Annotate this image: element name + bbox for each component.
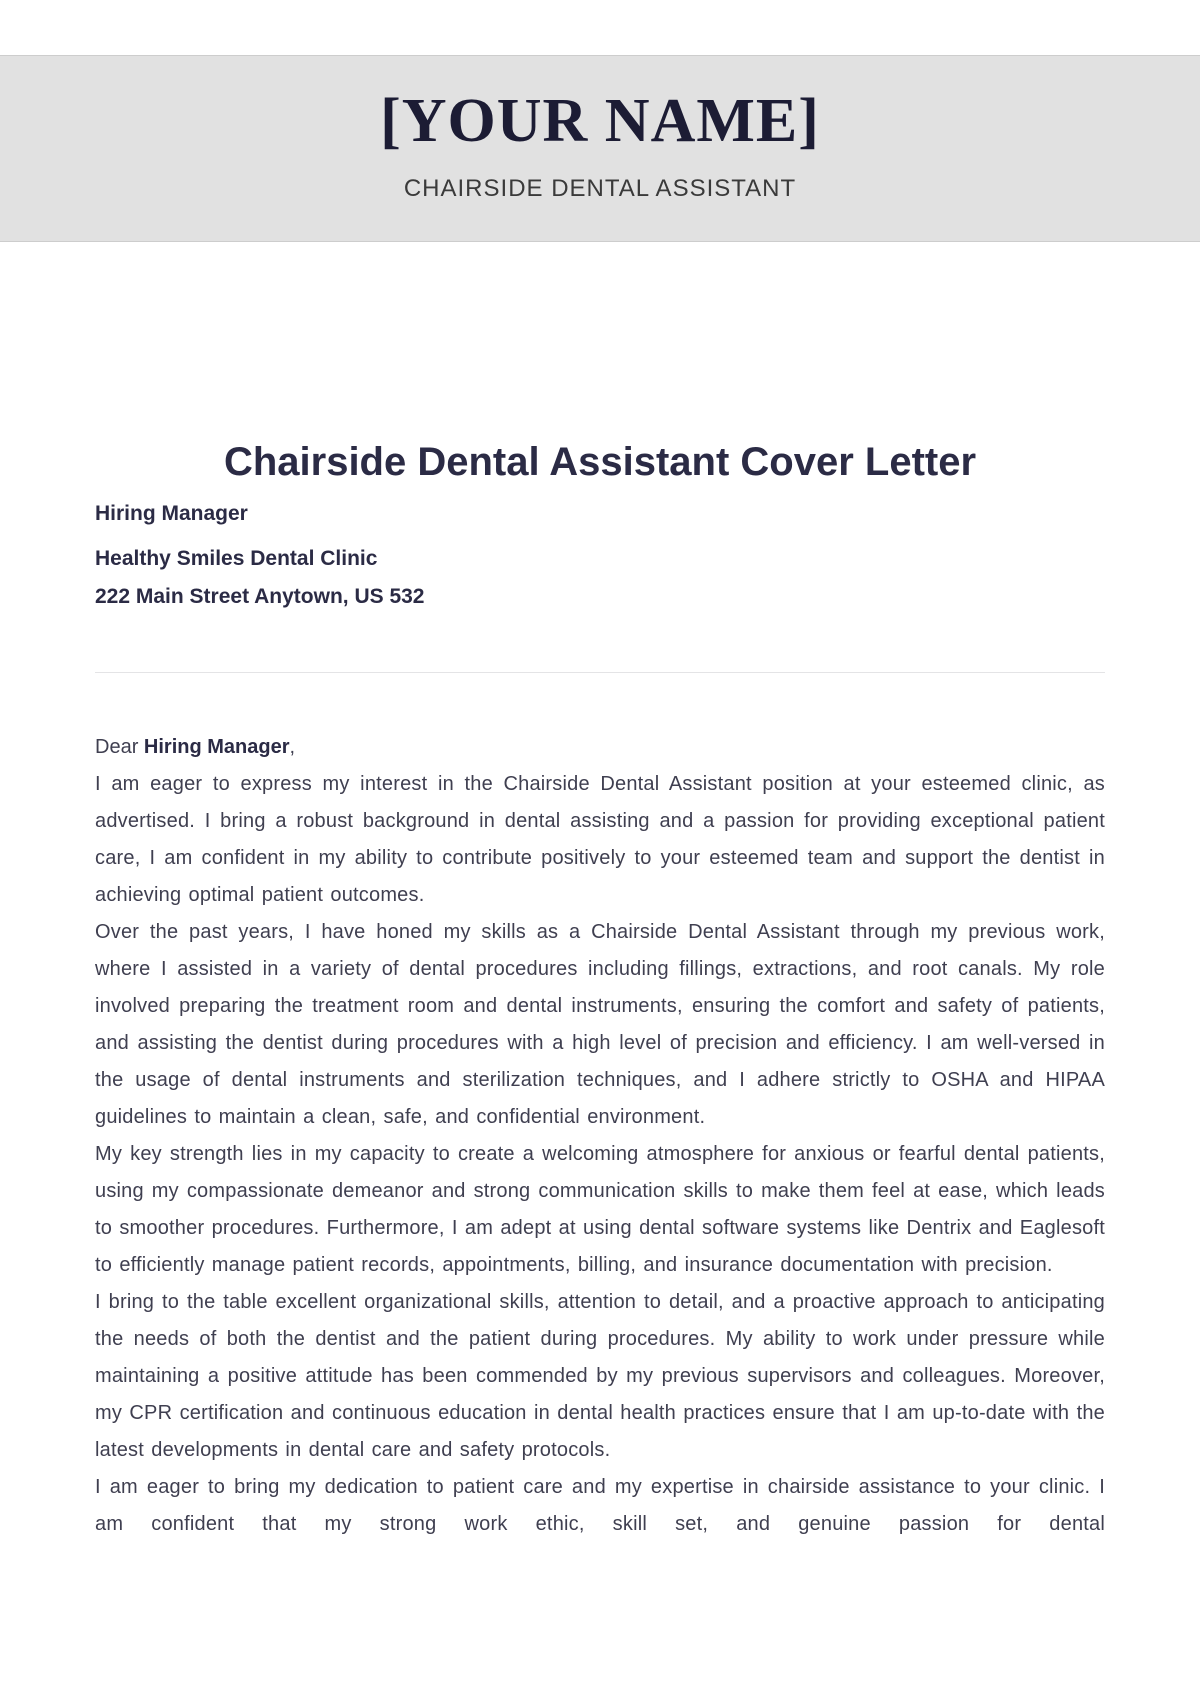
candidate-name: [YOUR NAME] — [380, 87, 820, 155]
company-address: 222 Main Street Anytown, US 532 — [95, 585, 425, 608]
salutation-line — [95, 729, 1105, 766]
recipient-address-block — [95, 540, 1105, 616]
salutation-suffix: , — [289, 736, 296, 758]
company-name: Healthy Smiles Dental Clinic — [95, 547, 378, 570]
letter-body — [95, 766, 1105, 1543]
candidate-job-title: CHAIRSIDE DENTAL ASSISTANT — [403, 175, 797, 202]
letter-paragraph: I bring to the table excellent organizational skills, attention to detail, and a proactive approach to anticipating the needs of both the dentist and the patient during procedures. My ability to work under pressure while maintaining a positive attitude has been commended by my previous supervisors and colleagues. Moreover, my CPR certification and continuous education in dental health practices ensure that I am up-to-date with the latest developments in dental care and safety protocols. — [95, 1291, 1105, 1461]
letter-paragraph: Over the past years, I have honed my skills as a Chairside Dental Assistant through my previous work, where I assisted in a variety of dental procedures including fillings, extractions, and root canals. My role involved preparing the treatment room and dental instruments, ensuring the comfort and safety of patients, and assisting the dentist during procedures with a high level of precision and efficiency. I am well-versed in the usage of dental instruments and sterilization techniques, and I adhere strictly to OSHA and HIPAA guidelines to maintain a clean, safe, and confidential environment. — [95, 921, 1105, 1128]
page-title: Chairside Dental Assistant Cover Letter — [223, 440, 977, 484]
letter-paragraph-clipped: I am eager to bring my dedication to patient care and my expertise in chairside assistance to your clinic. I am confident that my strong work ethic, skill set, and genuine passion for dental — [95, 1476, 1105, 1535]
letter-paragraph: My key strength lies in my capacity to create a welcoming atmosphere for anxious or fearful dental patients, using my compassionate demeanor and strong communication skills to make them feel at ease, which leads to smoother procedures. Furthermore, I am adept at using dental software systems like Dentrix and Eaglesoft to efficiently manage patient records, appointments, billing, and insurance documentation with precision. — [95, 1143, 1105, 1276]
salutation-prefix: Dear — [95, 736, 144, 758]
salutation-recipient: Hiring Manager — [143, 736, 290, 758]
letter-content — [0, 438, 1200, 1543]
letterhead-band — [0, 55, 1200, 242]
section-divider — [95, 672, 1105, 673]
letter-paragraph: I am eager to express my interest in the Chairside Dental Assistant position at your esteemed clinic, as advertised. I bring a robust background in dental assisting and a passion for providing exceptional patient care, I am confident in my ability to contribute positively to your esteemed team and support the dentist in achieving optimal patient outcomes. — [95, 773, 1105, 906]
recipient-name: Hiring Manager — [95, 502, 248, 525]
